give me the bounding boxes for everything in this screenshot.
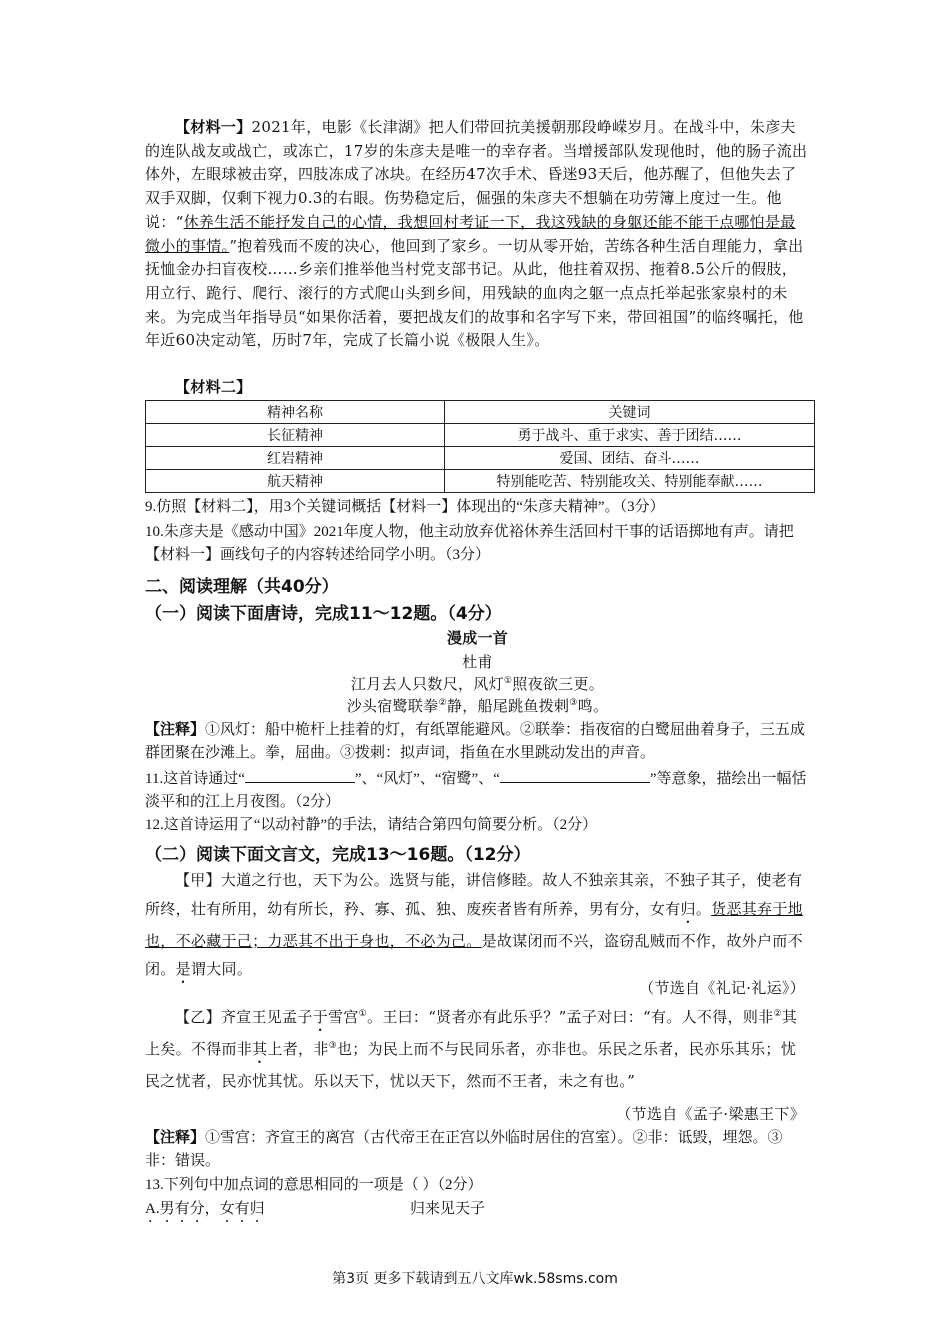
table-header-row bbox=[146, 401, 815, 424]
question-text: ”、“风灯”、“宿鹭”、“ bbox=[354, 771, 500, 787]
part1-heading: （一）阅读下面唐诗，完成11～12题。（4分） bbox=[145, 604, 502, 624]
option-a bbox=[145, 1198, 810, 1226]
table-cell: 航天精神 bbox=[146, 470, 445, 493]
passage-text: 齐宣王见孟子 bbox=[220, 1008, 313, 1026]
section-2-title: 二、阅读理解（共40分） bbox=[145, 577, 339, 597]
material2-label: 【材料二】 bbox=[175, 378, 252, 396]
passage-text: 上者，非 bbox=[267, 1040, 329, 1058]
passage-text: 其上矣。不得而非 bbox=[145, 1008, 798, 1058]
poem-text: 鸣。 bbox=[577, 697, 609, 715]
note-text: ①雪宫：齐宣王的离宫（古代帝王在正宫以外临时居住的宫室）。②非：诋毁，埋怨。③非：错误。 bbox=[145, 1130, 783, 1169]
yi-source: （节选自《孟子·梁惠王下》 bbox=[616, 1105, 805, 1123]
option-a-right: 归来见天子 bbox=[410, 1201, 486, 1217]
material1-text-b: ”抱着残而不废的决心，他回到了家乡。一切从零开始，苦练各种生活自理能力，拿出抚恤金办扫盲夜校……乡亲们推举他当村党支部书记。从此，他拄着双拐、拖着8.5公斤的假肢，用立行、跪行、爬行、滚行的方式爬山头到乡间，用残缺的血肉之躯一点点托举起张家泉村的未来。为完成当年指导员“如果你活着，要把战友们的故事和名字写下来，带回祖国”的临终嘱托，他年近60决定动笔，历时7年，完成了长篇小说《极限人生》。 bbox=[145, 236, 804, 350]
passage-notes bbox=[145, 1127, 810, 1173]
dotted-word: 归 bbox=[680, 899, 696, 918]
material1-label: 【材料一】 bbox=[175, 118, 252, 136]
answer-blank-2[interactable] bbox=[500, 767, 650, 783]
question-9: 9.仿照【材料二】，用3个关键词概括【材料一】体现出的“朱彦夫精神”。（3分） bbox=[145, 499, 665, 515]
note-label: 【注释】 bbox=[145, 1130, 206, 1146]
question-10: 10.朱彦夫是《感动中国》2021年度人物，他主动放弃优裕休养生活回村干事的话语掷地有声。请把【材料一】画线句子的内容转述给同学小明。（3分） bbox=[145, 524, 794, 563]
question-11 bbox=[145, 767, 810, 814]
note-marker: ② bbox=[438, 698, 447, 708]
table-cell: 爱国、团结、奋斗…… bbox=[445, 447, 815, 470]
page-footer: 第3页 更多下载请到五八文库wk.58sms.com bbox=[332, 1271, 618, 1287]
note-label: 【注释】 bbox=[145, 722, 206, 738]
passage-text: 是故谋闭而不兴，盗窃乱贼而不作，故外户而不闭。 bbox=[145, 931, 803, 978]
passage-label: 【乙】 bbox=[175, 1008, 221, 1026]
passage-text: 大道之行也，天下为公。选贤与能，讲信修睦。故人不独亲其亲，不独子其子，使老有所终，壮有所用，幼有所长，矜、寡、孤、独、废疾者皆有所养，男有分，女有 bbox=[145, 871, 803, 918]
answer-blank-1[interactable] bbox=[245, 767, 355, 783]
poem-author: 杜甫 bbox=[462, 653, 493, 671]
question-text: ”等意象，描绘出一幅恬淡平和的江上月夜图。（2分） bbox=[145, 771, 807, 810]
question-13: 13.下列句中加点词的意思相同的一项是（ ）（2分） bbox=[145, 1177, 483, 1193]
question-12: 12.这首诗运用了“以动衬静”的手法，请结合第四句简要分析。（2分） bbox=[145, 817, 598, 833]
table-row bbox=[146, 424, 815, 447]
note-marker: ③ bbox=[328, 1041, 337, 1051]
passage-text: 。王曰：“贤者亦有此乐乎？”孟子对曰：“有。人不得，则非 bbox=[367, 1008, 774, 1026]
material1-underlined-sentence: 休养生活不能抒发自己的心情，我想回村考证一下，我这残缺的身躯还能不能干点哪怕是最微小的事情。 bbox=[145, 212, 796, 255]
poem-line-2 bbox=[145, 695, 810, 719]
poem-text: 江月去人只数尺，风灯 bbox=[350, 675, 504, 693]
poem-notes bbox=[145, 719, 810, 765]
passage-text: 谓大同。 bbox=[190, 960, 253, 978]
material1-text-a: 2021年，电影《长津湖》把人们带回抗美援朝那段峥嵘岁月。在战斗中，朱彦夫的连队战友或战亡，或冻亡，17岁的朱彦夫是唯一的幸存者。当增援部队发现他时，他的肠子流出体外，左眼球被击穿，四肢冻成了冰块。在经历47次手术、昏迷93天后，他苏醒了，但他失去了双手双脚，仅剩下视力0.3的右眼。伤势稳定后，倔强的朱彦夫不想躺在功劳簿上度过一生。他说：“ bbox=[145, 118, 808, 231]
note-marker: ③ bbox=[569, 698, 578, 708]
jia-source: （节选自《礼记·礼运》） bbox=[639, 979, 805, 997]
poem-title: 漫成一首 bbox=[446, 629, 509, 647]
underlined-sentence: 货恶其弃于地也，不必藏于己；力恶其不出于身也，不必为己。 bbox=[145, 899, 803, 950]
option-a-left: A.男有分，女有归 bbox=[145, 1201, 265, 1217]
dotted-word: 其 bbox=[252, 1040, 268, 1058]
material1-paragraph bbox=[145, 116, 810, 353]
table-row bbox=[146, 470, 815, 493]
note-marker: ① bbox=[358, 1009, 368, 1019]
passage-yi bbox=[145, 1003, 810, 1095]
poem-line-1 bbox=[145, 673, 810, 697]
table-cell: 特别能吃苦、特别能攻关、特别能奉献…… bbox=[445, 470, 815, 493]
poem-text: 照夜欲三更。 bbox=[512, 675, 605, 693]
passage-text: 也；为民上而不与民同乐者，亦非也。乐民之乐者，民亦乐其乐；忧民之忧者，民亦忧其忧。乐以天下，忧以天下，然而不王者，未之有也。” bbox=[145, 1040, 797, 1090]
dotted-word: 于 bbox=[312, 1008, 329, 1026]
passage-label: 【甲】 bbox=[175, 871, 221, 889]
table-cell: 红岩精神 bbox=[146, 447, 445, 470]
passage-jia bbox=[145, 866, 810, 987]
passage-text: 雪宫 bbox=[328, 1008, 359, 1026]
poem-text: 静，船尾跳鱼拨剌 bbox=[446, 697, 570, 715]
dotted-word: 是 bbox=[175, 960, 191, 978]
passage-text: 。 bbox=[695, 899, 712, 918]
spirit-table bbox=[145, 400, 815, 493]
note-marker: ② bbox=[773, 1009, 782, 1019]
table-header-cell: 关键词 bbox=[445, 401, 815, 424]
table-header-cell: 精神名称 bbox=[146, 401, 445, 424]
note-text: ①风灯：船中桅杆上挂着的灯，有纸罩能避风。②联拳：指夜宿的白鹭屈曲着身子，三五成群团聚在沙滩上。拳，屈曲。③拨刺：拟声词，指鱼在水里跳动发出的声音。 bbox=[145, 722, 806, 761]
table-row bbox=[146, 447, 815, 470]
note-marker: ① bbox=[503, 676, 513, 686]
table-cell: 勇于战斗、重于求实、善于团结…… bbox=[445, 424, 815, 447]
question-text: 11.这首诗通过“ bbox=[145, 771, 245, 787]
table-cell: 长征精神 bbox=[146, 424, 445, 447]
poem-text: 沙头宿鹭联拳 bbox=[346, 697, 439, 715]
part2-heading: （二）阅读下面文言文，完成13～16题。（12分） bbox=[145, 845, 531, 865]
